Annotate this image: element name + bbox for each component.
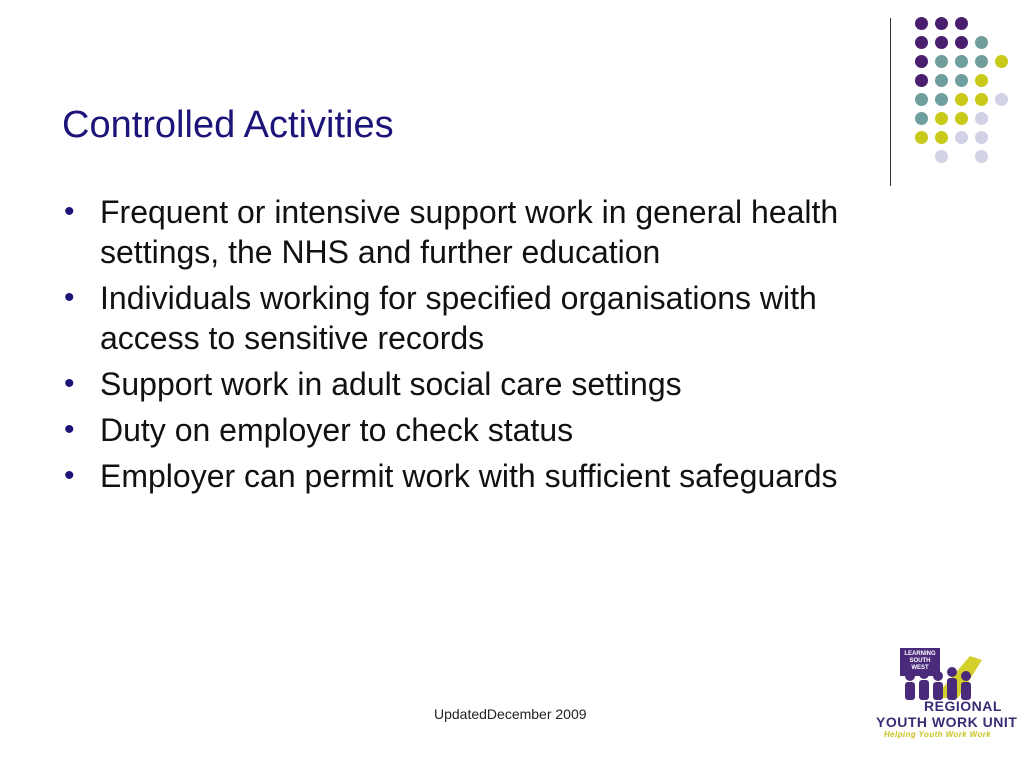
dot: [915, 74, 928, 87]
dot: [955, 36, 968, 49]
bullet-text: Individuals working for specified organisations with access to sensitive records: [100, 280, 817, 356]
dot: [975, 93, 988, 106]
dot: [955, 131, 968, 144]
logo-text-unit: YOUTH WORK UNIT: [876, 714, 1018, 730]
dot: [975, 131, 988, 144]
logo-tagline: Helping Youth Work Work: [884, 730, 992, 739]
bullet-marker: •: [64, 195, 75, 228]
dot: [915, 131, 928, 144]
regional-youth-work-unit-logo: [874, 646, 1018, 746]
dot: [975, 36, 988, 49]
logo-text-regional: REGIONAL: [924, 698, 1002, 714]
slide-footer: UpdatedDecember 2009: [434, 706, 587, 722]
decorative-dot-grid: [890, 0, 1024, 180]
bullet-item: [60, 364, 920, 404]
dot: [935, 131, 948, 144]
dot: [975, 55, 988, 68]
dot: [935, 112, 948, 125]
bullet-marker: •: [64, 367, 75, 400]
dot: [955, 55, 968, 68]
dot: [975, 112, 988, 125]
bullet-item: [60, 410, 920, 450]
dot: [935, 36, 948, 49]
dot: [955, 112, 968, 125]
dot: [915, 93, 928, 106]
bullet-marker: •: [64, 459, 75, 492]
dot: [975, 150, 988, 163]
vertical-divider: [890, 18, 891, 186]
dot: [975, 74, 988, 87]
dot: [935, 150, 948, 163]
dot: [935, 17, 948, 30]
dot: [935, 74, 948, 87]
dot: [995, 55, 1008, 68]
bullet-text: Duty on employer to check status: [100, 412, 574, 448]
dot: [915, 17, 928, 30]
dot: [955, 93, 968, 106]
bullet-text: Frequent or intensive support work in general health settings, the NHS and further education: [100, 194, 839, 270]
bullet-marker: •: [64, 413, 75, 446]
bullet-marker: •: [64, 281, 75, 314]
dot: [915, 112, 928, 125]
dot: [995, 93, 1008, 106]
dot: [935, 93, 948, 106]
learning-south-west-badge: LEARNING SOUTH WEST: [900, 648, 940, 676]
bullet-text: Support work in adult social care settings: [100, 366, 682, 402]
dot: [955, 17, 968, 30]
dot: [915, 55, 928, 68]
bullet-item: [60, 456, 920, 496]
bullet-text: Employer can permit work with sufficient safeguards: [100, 458, 838, 494]
slide-title: Controlled Activities: [62, 104, 394, 146]
bullet-item: [60, 278, 920, 358]
bullet-item: [60, 192, 920, 272]
dot: [935, 55, 948, 68]
dot: [955, 74, 968, 87]
dot: [915, 36, 928, 49]
bullet-list: [60, 192, 920, 502]
